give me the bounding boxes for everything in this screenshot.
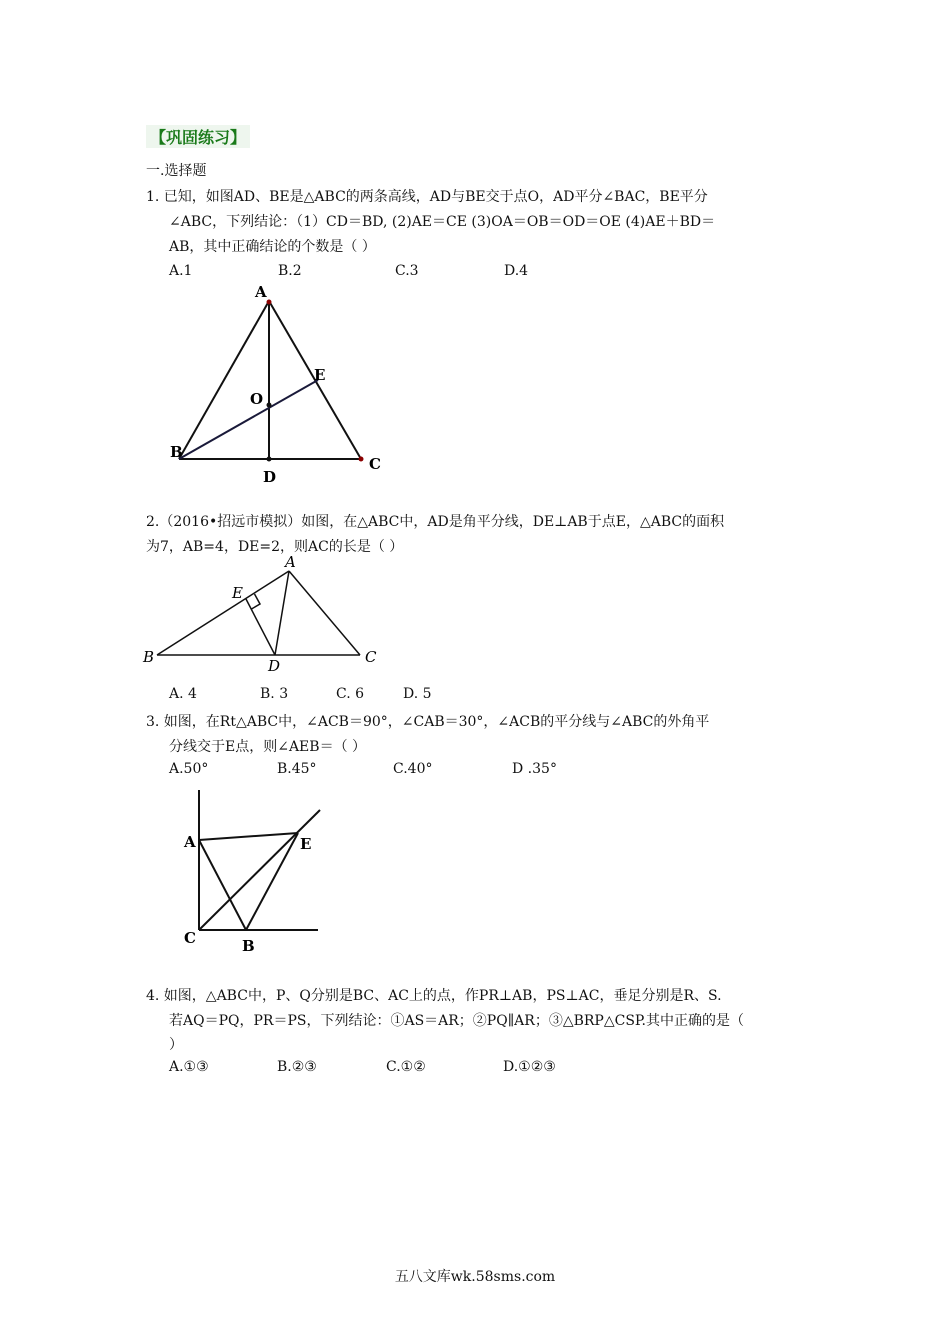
q1-label-e: E bbox=[314, 366, 326, 384]
q2-option-b: B. 3 bbox=[260, 686, 289, 702]
q3-line-2: 分线交于E点，则∠AEB＝（ ） bbox=[169, 739, 367, 755]
q2-label-b: B bbox=[143, 648, 155, 666]
q3-bisector-ce bbox=[199, 810, 320, 930]
q4-option-a: A.①③ bbox=[169, 1059, 209, 1075]
section-title: 【巩固练习】 bbox=[146, 125, 250, 148]
q2-line-2: 为7，AB=4，DE=2，则AC的长是（ ） bbox=[146, 539, 404, 555]
q3-segment-ae bbox=[199, 833, 298, 840]
q2-line-1: 2.（2016•招远市模拟）如图，在△ABC中，AD是角平分线，DE⊥AB于点E，△ABC的面积 bbox=[146, 514, 725, 530]
q4-line-1: 4. 如图，△ABC中，P、Q分别是BC、AC上的点，作PR⊥AB，PS⊥AC，垂足分别是R、S. bbox=[146, 988, 722, 1004]
q1-option-b: B.2 bbox=[278, 263, 302, 279]
q1-line-2: ∠ABC，下列结论：（1）CD＝BD, (2)AE＝CE (3)OA＝OB＝OD＝OE (4)AE＋BD＝ bbox=[169, 214, 716, 230]
q2-label-e: E bbox=[232, 584, 243, 602]
q2-option-d: D. 5 bbox=[403, 686, 432, 702]
q3-segment-be bbox=[246, 833, 298, 930]
q3-label-b: B bbox=[242, 937, 255, 955]
q1-label-b: B bbox=[170, 443, 183, 461]
q3-option-a: A.50° bbox=[169, 761, 209, 777]
q4-line-3: ） bbox=[169, 1037, 183, 1053]
q4-option-d: D.①②③ bbox=[503, 1059, 556, 1075]
q1-option-a: A.1 bbox=[169, 263, 193, 279]
q1-line-1: 1. 已知，如图AD、BE是△ABC的两条高线，AD与BE交于点O，AD平分∠BAC，BE平分 bbox=[146, 189, 708, 205]
q1-line-3: AB，其中正确结论的个数是（ ） bbox=[169, 239, 376, 255]
q1-label-c: C bbox=[369, 455, 381, 473]
q1-option-d: D.4 bbox=[504, 263, 529, 279]
q3-option-c: C.40° bbox=[393, 761, 433, 777]
q2-label-d: D bbox=[268, 657, 281, 675]
section-heading: 一.选择题 bbox=[146, 163, 207, 179]
q3-label-a: A bbox=[184, 833, 196, 851]
q2-option-c: C. 6 bbox=[336, 686, 365, 702]
q1-label-a: A bbox=[255, 283, 267, 301]
q3-line-1: 3. 如图，在Rt△ABC中，∠ACB＝90°，∠CAB＝30°，∠ACB的平分线与∠ABC的外角平 bbox=[146, 714, 710, 730]
q3-option-d: D .35° bbox=[512, 761, 557, 777]
q2-label-a: A bbox=[285, 553, 296, 571]
q3-label-e: E bbox=[300, 835, 312, 853]
q2-option-a: A. 4 bbox=[169, 686, 197, 702]
q3-segment-ab bbox=[199, 840, 246, 930]
q1-label-o: O bbox=[250, 390, 264, 408]
q1-label-d: D bbox=[263, 468, 277, 486]
q3-option-b: B.45° bbox=[277, 761, 317, 777]
footer-watermark: 五八文库wk.58sms.com bbox=[394, 1269, 556, 1285]
q1-option-c: C.3 bbox=[395, 263, 419, 279]
q3-label-c: C bbox=[184, 929, 196, 947]
q4-option-c: C.①② bbox=[386, 1059, 426, 1075]
q2-label-c: C bbox=[365, 648, 377, 666]
q4-line-2: 若AQ＝PQ，PR＝PS，下列结论：①AS＝AR；②PQ∥AR；③△BRP△CSP.其中正确的是（ bbox=[169, 1013, 744, 1029]
q4-option-b: B.②③ bbox=[277, 1059, 317, 1075]
